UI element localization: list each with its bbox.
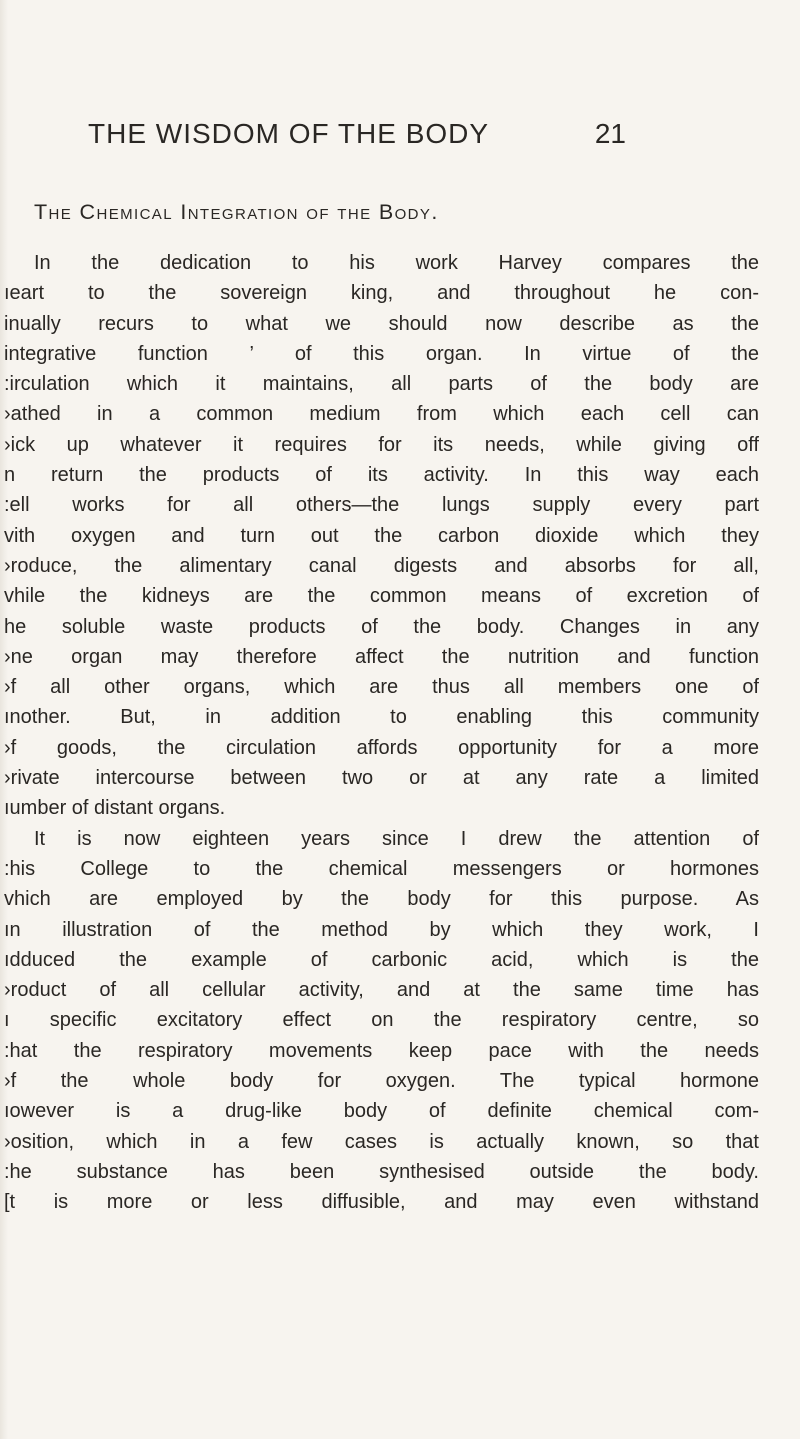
text-line: :hat the respiratory movements keep pace with the needs — [4, 1039, 759, 1062]
text-line: ›osition, which in a few cases is actually known, so that — [4, 1130, 759, 1153]
text-line: he soluble waste products of the body. Changes in any — [4, 615, 759, 638]
text-line: [t is more or less diffusible, and may even withstand — [4, 1191, 759, 1214]
text-line: n return the products of its activity. In this way each — [4, 464, 759, 487]
text-line: ›f goods, the circulation affords opportunity for a more — [4, 736, 759, 759]
text-line: vhich are employed by the body for this purpose. As — [4, 888, 759, 911]
section-heading: The Chemical Integration of the Body. — [34, 200, 439, 224]
text-line: ›f the whole body for oxygen. The typical hormone — [4, 1070, 759, 1093]
text-line: :ell works for all others—the lungs supply every part — [4, 494, 759, 517]
text-line: :irculation which it maintains, all parts of the body are — [4, 373, 759, 396]
text-line: integrative function ’ of this organ. In virtue of the — [4, 342, 759, 365]
running-head — [0, 118, 800, 158]
text-line: vhile the kidneys are the common means of excretion of — [4, 585, 759, 608]
text-line: :his College to the chemical messengers or hormones — [4, 857, 759, 880]
text-line: ı specific excitatory effect on the respiratory centre, so — [4, 1009, 759, 1032]
text-line: ›ne organ may therefore affect the nutrition and function — [4, 645, 759, 668]
page-number: 21 — [594, 118, 626, 149]
text-line: ınother. But, in addition to enabling this community — [4, 706, 759, 729]
running-title: THE WISDOM OF THE BODY — [88, 118, 490, 149]
text-line: ›roduct of all cellular activity, and at the same time has — [4, 979, 759, 1002]
body-text — [4, 248, 759, 1218]
text-line: ıdduced the example of carbonic acid, which is the — [4, 948, 759, 971]
text-line: ›ick up whatever it requires for its needs, while giving off — [4, 433, 759, 456]
text-line: ın illustration of the method by which they work, I — [4, 918, 759, 941]
text-line: ıowever is a drug-like body of definite chemical com- — [4, 1100, 759, 1123]
text-line: ıeart to the sovereign king, and throughout he con- — [4, 282, 759, 305]
text-line: inually recurs to what we should now describe as the — [4, 312, 759, 335]
text-line: In the dedication to his work Harvey compares the — [34, 252, 759, 274]
text-line: ›rivate intercourse between two or at any rate a limited — [4, 767, 759, 790]
text-line: ›f all other organs, which are thus all members one of — [4, 676, 759, 699]
text-line: :he substance has been synthesised outside the body. — [4, 1160, 759, 1183]
text-line: It is now eighteen years since I drew the attention of — [34, 827, 759, 850]
text-line: ıumber of distant organs. — [4, 797, 226, 820]
text-line: vith oxygen and turn out the carbon dioxide which they — [4, 524, 759, 547]
text-line: ›athed in a common medium from which each cell can — [4, 403, 759, 426]
text-line: ›roduce, the alimentary canal digests and absorbs for all, — [4, 554, 759, 577]
